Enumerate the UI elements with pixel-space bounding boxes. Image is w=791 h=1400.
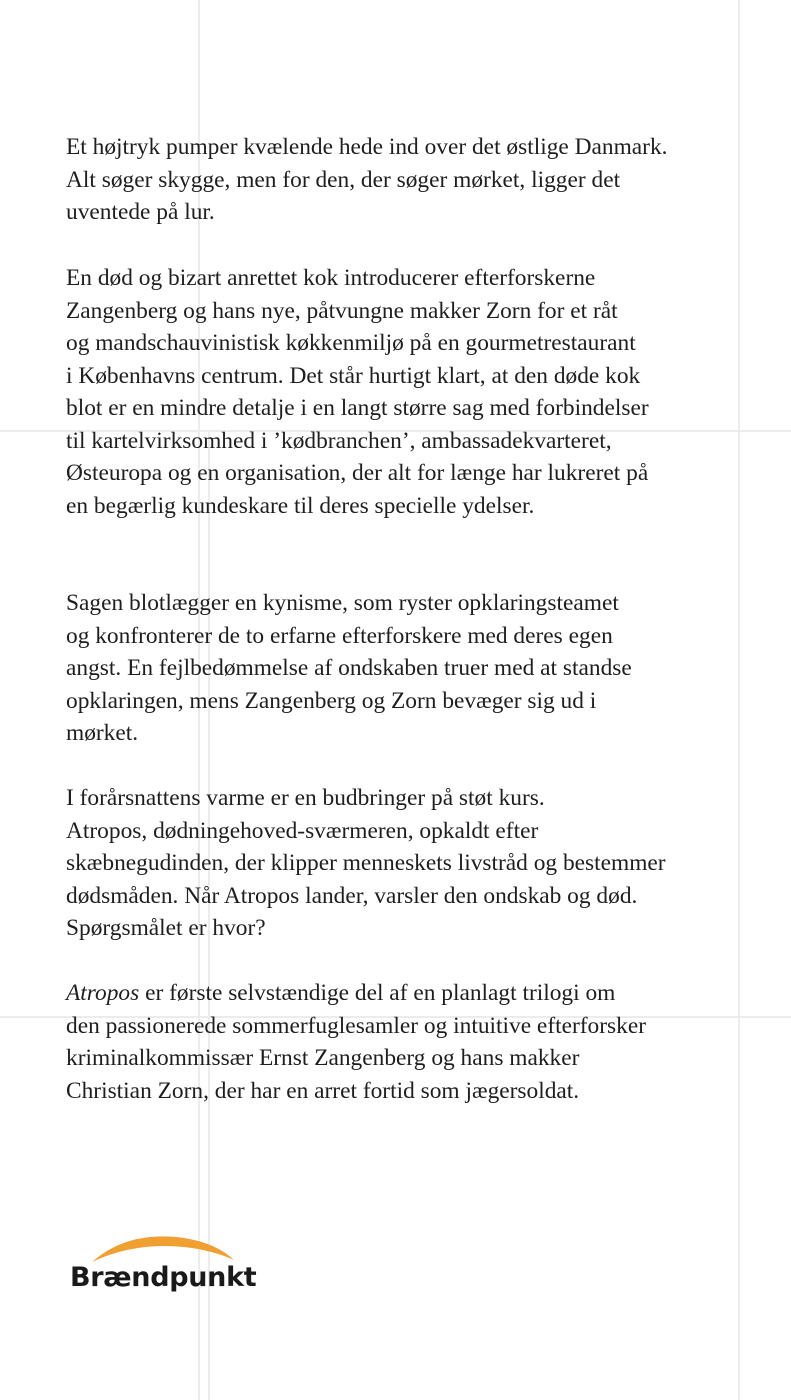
blurb-paragraph-1: [66, 131, 776, 229]
text-fragment: er første selvstændige del af en planlagt trilogi om: [139, 980, 616, 1006]
blurb-paragraph-3: [66, 587, 776, 750]
text-line: Atropos, dødningehoved-sværmeren, opkaldt efter: [66, 817, 539, 844]
publisher-logo: [70, 1234, 257, 1304]
text-line: blot er en mindre detalje i en langt større sag med forbindelser: [66, 395, 649, 421]
blurb-paragraph-4: [66, 782, 776, 945]
text-line: mørket.: [66, 720, 139, 746]
text-line: og konfronterer de to erfarne efterforskere med deres egen: [66, 622, 613, 649]
text-line: Spørgsmålet er hvor?: [66, 915, 266, 941]
text-line: til kartelvirksomhed i ’kødbranchen’, ambassadekvarteret,: [66, 427, 612, 454]
text-line: Østeuropa og en organisation, der alt for længe har lukreret på: [66, 460, 649, 486]
text-line: dødsmåden. Når Atropos lander, varsler den ondskab og død.: [66, 882, 638, 909]
book-title-italic: Atropos: [66, 980, 140, 1006]
text-line: uventede på lur.: [66, 199, 215, 225]
text-line: [66, 977, 776, 1010]
logo-arc-icon: [88, 1234, 238, 1264]
text-line: Christian Zorn, der har en arret fortid som jægersoldat.: [66, 1077, 580, 1104]
text-line: og mandschauvinistisk køkkenmiljø på en gourmetrestaurant: [66, 330, 636, 356]
publisher-name: Brændpunkt: [70, 1262, 257, 1293]
blurb-paragraph-2: [66, 262, 776, 522]
text-line: Sagen blotlægger en kynisme, som ryster opklaringsteamet: [66, 590, 619, 616]
text-line: Alt søger skygge, men for den, der søger mørket, ligger det: [66, 166, 621, 193]
text-line: angst. En fejlbedømmelse af ondskaben truer med at standse: [66, 655, 632, 681]
text-line: en begærlig kundeskare til deres specielle ydelser.: [66, 492, 535, 519]
text-line: kriminalkommissær Ernst Zangenberg og hans makker: [66, 1045, 580, 1071]
text-line: opklaringen, mens Zangenberg og Zorn bevæger sig ud i: [66, 687, 597, 714]
text-line: i Københavns centrum. Det står hurtigt klart, at den døde kok: [66, 362, 641, 389]
text-line: skæbnegudinden, der klipper menneskets livstråd og bestemmer: [66, 850, 666, 876]
text-line: Et højtryk pumper kvælende hede ind over det østlige Danmark.: [66, 134, 668, 160]
text-line: den passionerede sommerfuglesamler og intuitive efterforsker: [66, 1012, 647, 1039]
text-line: En død og bizart anrettet kok introducerer efterforskerne: [66, 265, 596, 291]
blurb-paragraph-5: [66, 977, 776, 1107]
text-line: I forårsnattens varme er en budbringer på støt kurs.: [66, 785, 545, 811]
text-line: Zangenberg og hans nye, påtvungne makker Zorn for et råt: [66, 297, 618, 324]
